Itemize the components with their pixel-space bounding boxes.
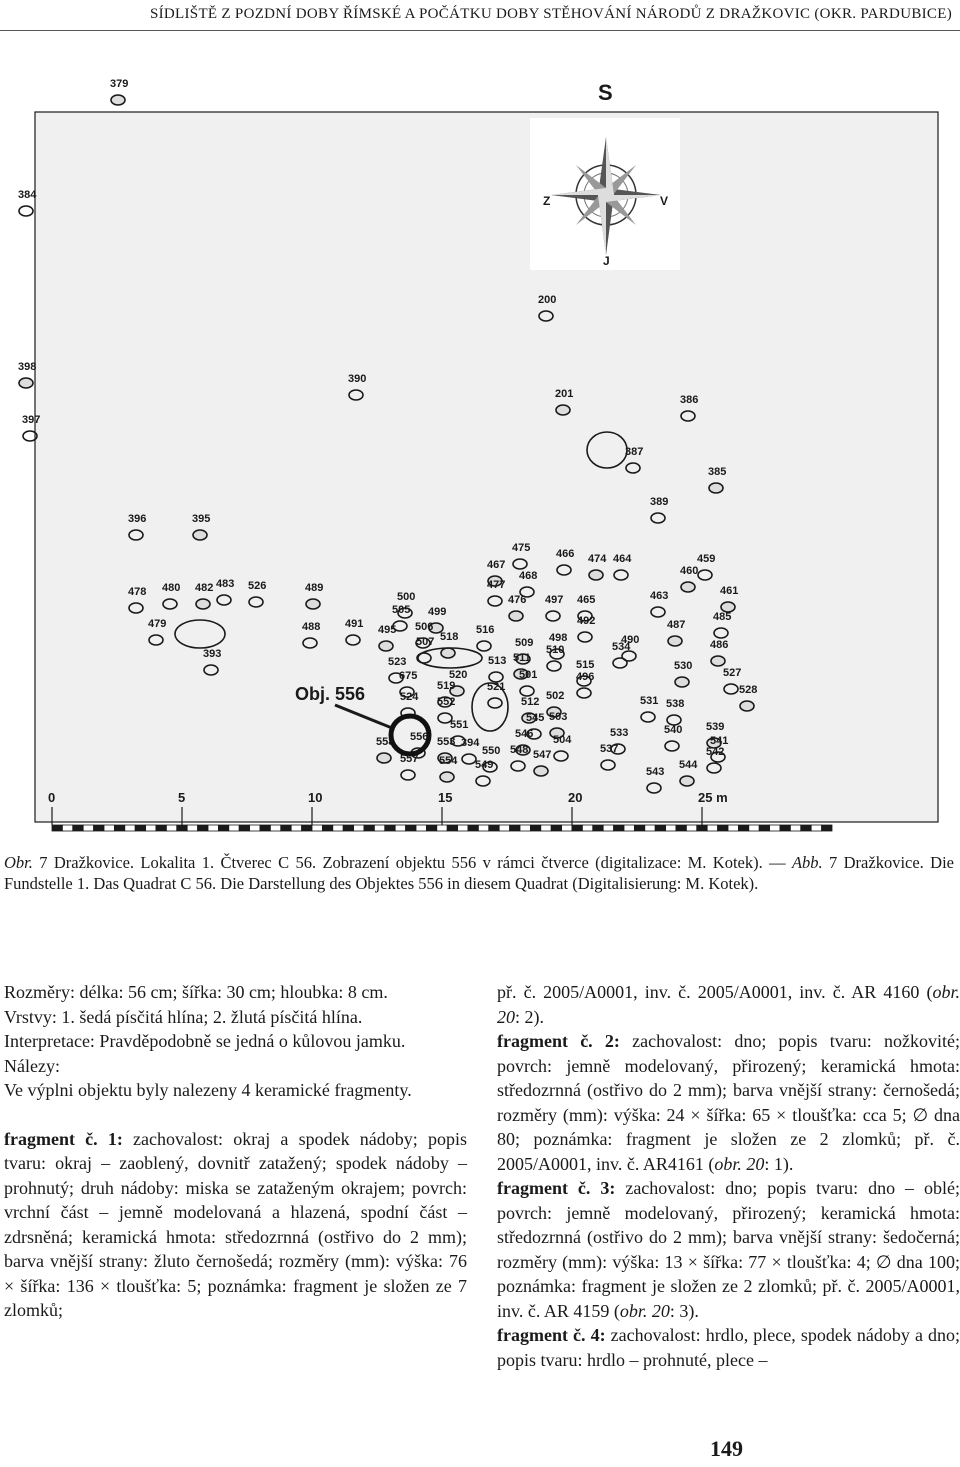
scale-segment — [333, 825, 343, 831]
feature-label-515: 515 — [576, 659, 595, 671]
scale-segment — [270, 825, 280, 831]
fragment-4-text: zachovalost: hrdlo, plece, spodek nádoby a dno; popis tvaru: hrdlo – prohnuté, plece – — [497, 1325, 960, 1370]
feature-label-512: 512 — [521, 696, 540, 708]
p1-ref: obr. 20 — [497, 982, 960, 1027]
feature-label-468: 468 — [519, 570, 538, 582]
feature-label-503: 503 — [549, 711, 568, 723]
fragment-2-ref: obr. 20 — [714, 1153, 765, 1174]
feature-label-394: 394 — [461, 737, 480, 749]
scale-segment — [520, 825, 530, 831]
feature-label-499: 499 — [428, 606, 447, 618]
feature-label-519: 519 — [437, 680, 456, 692]
compass-east-label: V — [660, 194, 669, 208]
fragment-2-text: zachovalost: dno; popis tvaru: nožkovité; povrch: jemně modelovaný, přirozený; keramická hmota: středozrnná (ostřivo do 2 mm); barva vnější strany: černošedá; rozměry (mm): výška: 24 × šířka: 65 × tloušťka: cca 5; ∅ dna 80; poznámka: fragment je složen ze 2 zlomků; př. č. 2005/A0001, inv. č. AR4161 ( — [497, 1031, 960, 1174]
feature-label-518: 518 — [440, 631, 459, 643]
feature-label-526: 526 — [248, 580, 267, 592]
scale-segment — [489, 825, 499, 831]
scale-segment — [364, 825, 374, 831]
scale-segment — [426, 825, 436, 831]
p1-end: : 2). — [515, 1006, 544, 1027]
feature-label-463: 463 — [650, 590, 669, 602]
site-plan-figure — [0, 40, 960, 840]
scale-segment — [229, 825, 239, 831]
feature-pit-487 — [668, 636, 682, 646]
feature-label-557: 557 — [400, 753, 419, 765]
fragment-3-end: : 3). — [669, 1300, 699, 1321]
scale-segment — [94, 825, 104, 831]
scale-segment — [291, 825, 301, 831]
feature-label-396: 396 — [128, 513, 147, 525]
feature-pit-489 — [306, 599, 320, 609]
obj-556-callout: Obj. 556 — [295, 684, 366, 704]
compass-north-label: S — [598, 80, 613, 105]
feature-label-544: 544 — [679, 759, 698, 771]
scale-segment — [478, 825, 488, 831]
scale-segment — [728, 825, 738, 831]
feature-pit-528 — [740, 701, 754, 711]
feature-label-460: 460 — [680, 565, 699, 577]
feature-pit-398 — [19, 378, 33, 388]
scale-segment — [52, 825, 62, 831]
right-column — [497, 980, 960, 1372]
feature-pit-530 — [675, 677, 689, 687]
feature-pit-554 — [440, 772, 454, 782]
feature-pit-385 — [709, 483, 723, 493]
scale-segment — [645, 825, 655, 831]
feature-label-486: 486 — [710, 639, 729, 651]
page-number: 149 — [710, 1436, 743, 1461]
fragment-3-text: zachovalost: dno; popis tvaru: dno – oblé; povrch: jemně modelovaný, přirozený; keramická hmota: středozrnná (ostřivo do 2 mm); barva vnější strany: šedočerná; rozměry (mm): výška: 13 × šířka: 77 × tloušťka: 4; ∅ dna 100; poznámka: fragment je složen ze 2 zlomků; př. č. 2005/A0001, inv. č. AR 4159 ( — [497, 1178, 960, 1321]
scale-segment — [187, 825, 197, 831]
feature-label-505: 505 — [392, 604, 411, 616]
scale-segment — [437, 825, 447, 831]
vrstvy: Vrstvy: 1. šedá písčitá hlína; 2. žlutá písčitá hlína. — [4, 1006, 363, 1027]
feature-label-461: 461 — [720, 585, 739, 597]
feature-label-513: 513 — [488, 655, 507, 667]
scale-segment — [156, 825, 166, 831]
feature-label-389: 389 — [650, 496, 669, 508]
header-rule — [0, 30, 960, 31]
scale-segment — [572, 825, 582, 831]
feature-label-379: 379 — [110, 78, 129, 90]
scale-segment — [177, 825, 187, 831]
feature-label-200: 200 — [538, 294, 557, 306]
feature-pit-518 — [441, 648, 455, 658]
scale-segment — [447, 825, 457, 831]
fragment-2-end: : 1). — [764, 1153, 794, 1174]
scale-segment — [218, 825, 228, 831]
feature-label-550: 550 — [482, 745, 501, 757]
feature-pit-395 — [193, 530, 207, 540]
square-frame — [35, 112, 938, 822]
caption-de-prefix: Abb. — [791, 853, 823, 872]
scale-segment — [260, 825, 270, 831]
p1-text: př. č. 2005/A0001, inv. č. 2005/A0001, inv. č. AR 4160 ( — [497, 982, 933, 1002]
feature-label-390: 390 — [348, 373, 367, 385]
fragment-3 — [497, 1176, 960, 1323]
scale-segment — [551, 825, 561, 831]
scale-segment — [104, 825, 114, 831]
feature-label-534: 534 — [612, 641, 631, 653]
scale-segment — [510, 825, 520, 831]
feature-pit-384 — [19, 206, 33, 216]
feature-label-531: 531 — [640, 695, 659, 707]
feature-label-496: 496 — [576, 671, 595, 683]
scale-segment — [738, 825, 748, 831]
feature-label-495: 495 — [378, 624, 397, 636]
feature-label-533: 533 — [610, 727, 629, 739]
feature-label-482: 482 — [195, 582, 214, 594]
caption-de-text: 7 Dražkovice. Die Fundstelle 1. Das Quadrat C 56. Die Darstellung des Objektes 556 in diesem Quadrat (Digitalisierung: M. Kotek). — [4, 853, 954, 893]
feature-label-545: 545 — [526, 712, 545, 724]
scale-segment — [822, 825, 832, 831]
scale-segment — [593, 825, 603, 831]
feature-pit-486 — [711, 656, 725, 666]
fragment-1-label: fragment č. 1: — [4, 1128, 123, 1149]
feature-label-541: 541 — [710, 735, 729, 747]
scale-segment — [707, 825, 717, 831]
scale-segment — [666, 825, 676, 831]
scale-segment — [198, 825, 208, 831]
nalezy-text: Ve výplni objektu byly nalezeny 4 keramické fragmenty. — [4, 1080, 412, 1100]
feature-label-500: 500 — [397, 591, 416, 603]
feature-pit-495 — [379, 641, 393, 651]
scale-tick-10: 10 — [308, 790, 323, 805]
feature-pit-474 — [589, 570, 603, 580]
fragment-1 — [4, 1127, 467, 1323]
scale-tick-20: 20 — [568, 790, 583, 805]
scale-segment — [281, 825, 291, 831]
scale-tick-15: 15 — [438, 790, 453, 805]
scale-segment — [655, 825, 665, 831]
scale-segment — [624, 825, 634, 831]
fragment-1-text: zachovalost: okraj a spodek nádoby; popis tvaru: okraj – zaoblený, dovnitř zatažený; spodek nádoby – prohnutý; druh nádoby: miska se zataženým okrajem; povrch: vrchní část – jemně modelovaná a hlazená, spodní část – zdrsněná; keramická hmota: středozrnná (ostřivo do 2 mm); barva vnější strany: žluto černošedá; rozměry (mm): výška: 76 × šířka: 136 × tloušťka: 5; poznámka: fragment je složen ze 7 zlomků; — [4, 1128, 467, 1320]
feature-label-474: 474 — [588, 553, 607, 565]
feature-label-548: 548 — [510, 744, 529, 756]
feature-label-549: 549 — [475, 759, 494, 771]
scale-segment — [239, 825, 249, 831]
fragment-4-label: fragment č. 4: — [497, 1325, 606, 1345]
feature-label-504: 504 — [553, 734, 572, 746]
compass-west-label: Z — [543, 194, 551, 208]
scale-segment — [354, 825, 364, 831]
scale-segment — [146, 825, 156, 831]
feature-label-393: 393 — [203, 648, 222, 660]
scale-tick-0: 0 — [48, 790, 56, 805]
scale-segment — [770, 825, 780, 831]
feature-label-546: 546 — [515, 728, 534, 740]
interpretace: Interpretace: Pravděpodobně se jedná o kůlovou jamku. — [4, 1031, 406, 1051]
feature-label-502: 502 — [546, 690, 565, 702]
feature-label-524: 524 — [400, 691, 419, 703]
feature-label-465: 465 — [577, 594, 596, 606]
scale-segment — [499, 825, 509, 831]
scale-segment — [406, 825, 416, 831]
feature-label-556: 556 — [410, 731, 429, 743]
scale-segment — [759, 825, 769, 831]
scale-segment — [811, 825, 821, 831]
scale-segment — [541, 825, 551, 831]
feature-label-398: 398 — [18, 361, 37, 373]
scale-segment — [468, 825, 478, 831]
scale-segment — [135, 825, 145, 831]
fragment-4 — [497, 1323, 960, 1372]
feature-pit-201 — [556, 405, 570, 415]
feature-pit-558 — [377, 753, 391, 763]
feature-label-487: 487 — [667, 619, 686, 631]
feature-label-479: 479 — [148, 618, 167, 630]
left-column — [4, 980, 467, 1323]
scale-segment — [697, 825, 707, 831]
feature-label-491: 491 — [345, 618, 364, 630]
scale-segment — [801, 825, 811, 831]
feature-label-497: 497 — [545, 594, 564, 606]
scale-segment — [780, 825, 790, 831]
running-head: SÍDLIŠTĚ Z POZDNÍ DOBY ŘÍMSKÉ A POČÁTKU DOBY STĚHOVÁNÍ NÁRODŮ Z DRAŽKOVIC (OKR. PARDUBICE) — [149, 6, 952, 22]
scale-segment — [125, 825, 135, 831]
scale-segment — [385, 825, 395, 831]
feature-pit-482 — [196, 599, 210, 609]
feature-label-483: 483 — [216, 578, 235, 590]
feature-label-384: 384 — [18, 189, 37, 201]
scale-segment — [530, 825, 540, 831]
feature-label-498: 498 — [549, 632, 568, 644]
feature-pit-379 — [111, 95, 125, 105]
feature-label-538: 538 — [666, 698, 685, 710]
scale-segment — [395, 825, 405, 831]
feature-label-539: 539 — [706, 721, 725, 733]
feature-label-386: 386 — [680, 394, 699, 406]
feature-label-543: 543 — [646, 766, 665, 778]
feature-label-507: 507 — [416, 636, 435, 648]
feature-label-558: 558 — [376, 736, 395, 748]
feature-label-510: 510 — [546, 644, 565, 656]
scale-segment — [302, 825, 312, 831]
scale-tick-5: 5 — [178, 790, 186, 805]
feature-label-489: 489 — [305, 582, 324, 594]
feature-label-385: 385 — [708, 466, 727, 478]
feature-label-464: 464 — [613, 553, 632, 565]
scale-segment — [603, 825, 613, 831]
scale-segment — [749, 825, 759, 831]
feature-label-395: 395 — [192, 513, 211, 525]
feature-label-542: 542 — [706, 746, 725, 758]
feature-label-506: 506 — [415, 621, 434, 633]
feature-label-552: 552 — [437, 696, 456, 708]
feature-label-485: 485 — [713, 611, 732, 623]
scale-segment — [312, 825, 322, 831]
feature-label-501: 501 — [519, 669, 538, 681]
scale-segment — [718, 825, 728, 831]
feature-label-476: 476 — [508, 594, 527, 606]
feature-label-516: 516 — [476, 624, 495, 636]
scale-tick-25m: 25 m — [698, 790, 728, 805]
feature-label-511: 511 — [513, 652, 531, 664]
feature-pit-460 — [681, 582, 695, 592]
fragment-1-continued — [497, 980, 960, 1029]
caption-cz-text: 7 Dražkovice. Lokalita 1. Čtverec C 56. Zobrazení objektu 556 v rámci čtverce (digitalizace: M. Kotek). — — [32, 853, 786, 872]
feature-label-520: 520 — [449, 669, 468, 681]
feature-label-201: 201 — [555, 388, 574, 400]
scale-segment — [73, 825, 83, 831]
feature-label-527: 527 — [723, 667, 742, 679]
feature-label-540: 540 — [664, 724, 683, 736]
scale-segment — [634, 825, 644, 831]
figure-caption — [4, 852, 954, 894]
feature-label-523: 523 — [388, 656, 407, 668]
feature-label-488: 488 — [302, 621, 321, 633]
fragment-3-ref: obr. 20 — [619, 1300, 670, 1321]
scale-segment — [676, 825, 686, 831]
feature-label-480: 480 — [162, 582, 181, 594]
scale-segment — [343, 825, 353, 831]
feature-label-477: 477 — [487, 579, 506, 591]
feature-pit-547 — [534, 766, 548, 776]
scale-segment — [322, 825, 332, 831]
scale-segment — [62, 825, 72, 831]
scale-segment — [416, 825, 426, 831]
feature-pit-476 — [509, 611, 523, 621]
feature-label-387: 387 — [625, 446, 644, 458]
nalezy-label: Nálezy: — [4, 1055, 60, 1076]
scale-segment — [208, 825, 218, 831]
feature-label-528: 528 — [739, 684, 758, 696]
feature-label-553: 553 — [437, 736, 456, 748]
feature-label-675: 675 — [399, 670, 418, 682]
feature-label-537: 537 — [600, 743, 619, 755]
scale-segment — [250, 825, 260, 831]
scale-segment — [686, 825, 696, 831]
scale-segment — [166, 825, 176, 831]
feature-label-475: 475 — [512, 542, 531, 554]
scale-segment — [790, 825, 800, 831]
feature-label-509: 509 — [515, 637, 534, 649]
feature-label-459: 459 — [697, 553, 716, 565]
rozmery: Rozměry: délka: 56 cm; šířka: 30 cm; hloubka: 8 cm. — [4, 982, 388, 1002]
feature-label-492: 492 — [577, 615, 596, 627]
scale-segment — [562, 825, 572, 831]
feature-label-554: 554 — [439, 755, 458, 767]
feature-pit-544 — [680, 776, 694, 786]
feature-label-490: 490 — [621, 634, 640, 646]
scale-segment — [614, 825, 624, 831]
feature-label-478: 478 — [128, 586, 147, 598]
scale-segment — [83, 825, 93, 831]
feature-label-397: 397 — [22, 414, 41, 426]
feature-label-466: 466 — [556, 548, 575, 560]
feature-label-521: 521 — [487, 681, 506, 693]
feature-label-530: 530 — [674, 660, 693, 672]
scale-segment — [114, 825, 124, 831]
fragment-2-label: fragment č. 2: — [497, 1031, 620, 1051]
feature-label-467: 467 — [487, 559, 506, 571]
scale-segment — [458, 825, 468, 831]
fragment-3-label: fragment č. 3: — [497, 1178, 616, 1198]
feature-label-547: 547 — [533, 749, 552, 761]
compass-south-label: J — [603, 254, 610, 268]
caption-cz-prefix: Obr. — [4, 853, 33, 872]
fragment-2 — [497, 1029, 960, 1176]
scale-segment — [582, 825, 592, 831]
feature-label-551: 551 — [450, 719, 469, 731]
scale-segment — [374, 825, 384, 831]
